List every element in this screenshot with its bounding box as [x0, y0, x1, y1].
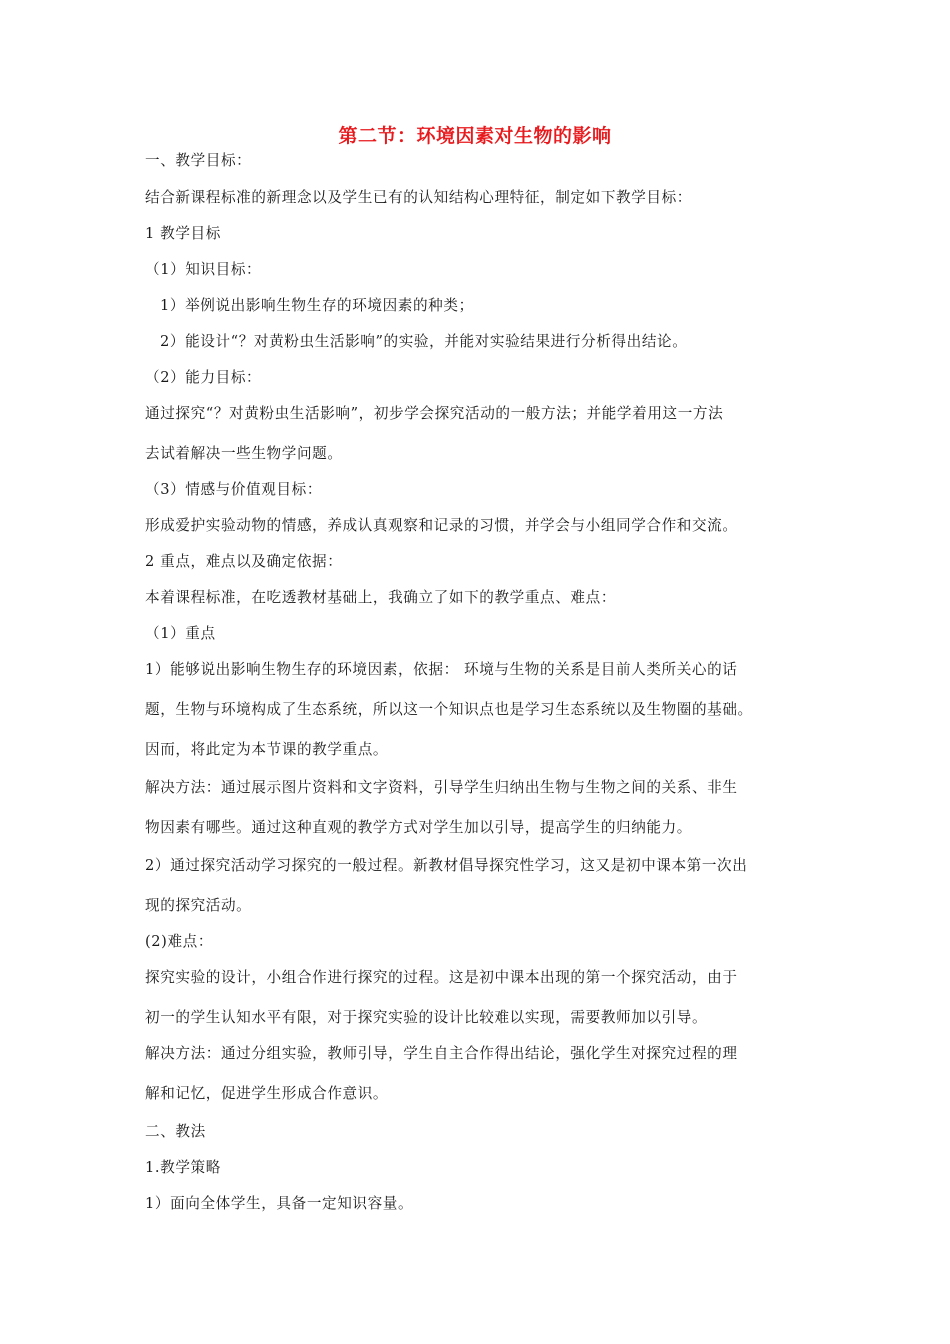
- paragraph-line: 题，生物与环境构成了生态系统，所以这一个知识点也是学习生态系统以及生物圈的基础。: [145, 701, 753, 718]
- paragraph-line: 1）能够说出影响生物生存的环境因素，依据： 环境与生物的关系是目前人类所关心的话: [145, 661, 738, 678]
- paragraph-line: 初一的学生认知水平有限，对于探究实验的设计比较难以实现，需要教师加以引导。: [145, 1009, 708, 1026]
- list-item: 2）能设计“？对黄粉虫生活影响”的实验，并能对实验结果进行分析得出结论。: [160, 333, 688, 350]
- section-heading: 二、教法: [145, 1123, 206, 1140]
- paragraph-line: 探究实验的设计，小组合作进行探究的过程。这是初中课本出现的第一个探究活动，由于: [145, 969, 738, 986]
- paragraph-line: 本着课程标准，在吃透教材基础上，我确立了如下的教学重点、难点：: [145, 589, 617, 606]
- paragraph-line: 解决方法：通过展示图片资料和文字资料，引导学生归纳出生物与生物之间的关系、非生: [145, 779, 738, 796]
- subsection-heading: （3）情感与价值观目标：: [145, 481, 323, 498]
- paragraph-line: 现的探究活动。: [145, 897, 252, 914]
- section-heading: 一、教学目标：: [145, 152, 252, 169]
- subsection-heading: （1）知识目标：: [145, 261, 262, 278]
- subsection-heading: （2）能力目标：: [145, 369, 262, 386]
- subsection-heading: 1 教学目标: [145, 225, 221, 242]
- subsection-heading: 1.教学策略: [145, 1159, 221, 1176]
- paragraph-line: 解和记忆，促进学生形成合作意识。: [145, 1085, 389, 1102]
- document-title: 第二节：环境因素对生物的影响: [338, 125, 612, 147]
- list-item: 1）面向全体学生，具备一定知识容量。: [145, 1195, 414, 1212]
- paragraph-line: 通过探究“？对黄粉虫生活影响”，初步学会探究活动的一般方法；并能学着用这一方法: [145, 405, 724, 422]
- paragraph-line: 解决方法：通过分组实验，教师引导，学生自主合作得出结论，强化学生对探究过程的理: [145, 1045, 738, 1062]
- subsection-heading: （1）重点: [145, 625, 216, 642]
- subsection-heading: (2)难点：: [145, 933, 214, 950]
- paragraph-line: 去试着解决一些生物学问题。: [145, 445, 343, 462]
- list-item: 1）举例说出影响生物生存的环境因素的种类；: [160, 297, 474, 314]
- paragraph-line: 2）通过探究活动学习探究的一般过程。新教材倡导探究性学习，这又是初中课本第一次出: [145, 857, 748, 874]
- paragraph-line: 形成爱护实验动物的情感，养成认真观察和记录的习惯，并学会与小组同学合作和交流。: [145, 517, 738, 534]
- subsection-heading: 2 重点，难点以及确定依据：: [145, 553, 343, 570]
- paragraph-line: 物因素有哪些。通过这种直观的教学方式对学生加以引导，提高学生的归纳能力。: [145, 819, 692, 836]
- paragraph-line: 因而，将此定为本节课的教学重点。: [145, 741, 389, 758]
- paragraph-line: 结合新课程标准的新理念以及学生已有的认知结构心理特征，制定如下教学目标：: [145, 189, 692, 206]
